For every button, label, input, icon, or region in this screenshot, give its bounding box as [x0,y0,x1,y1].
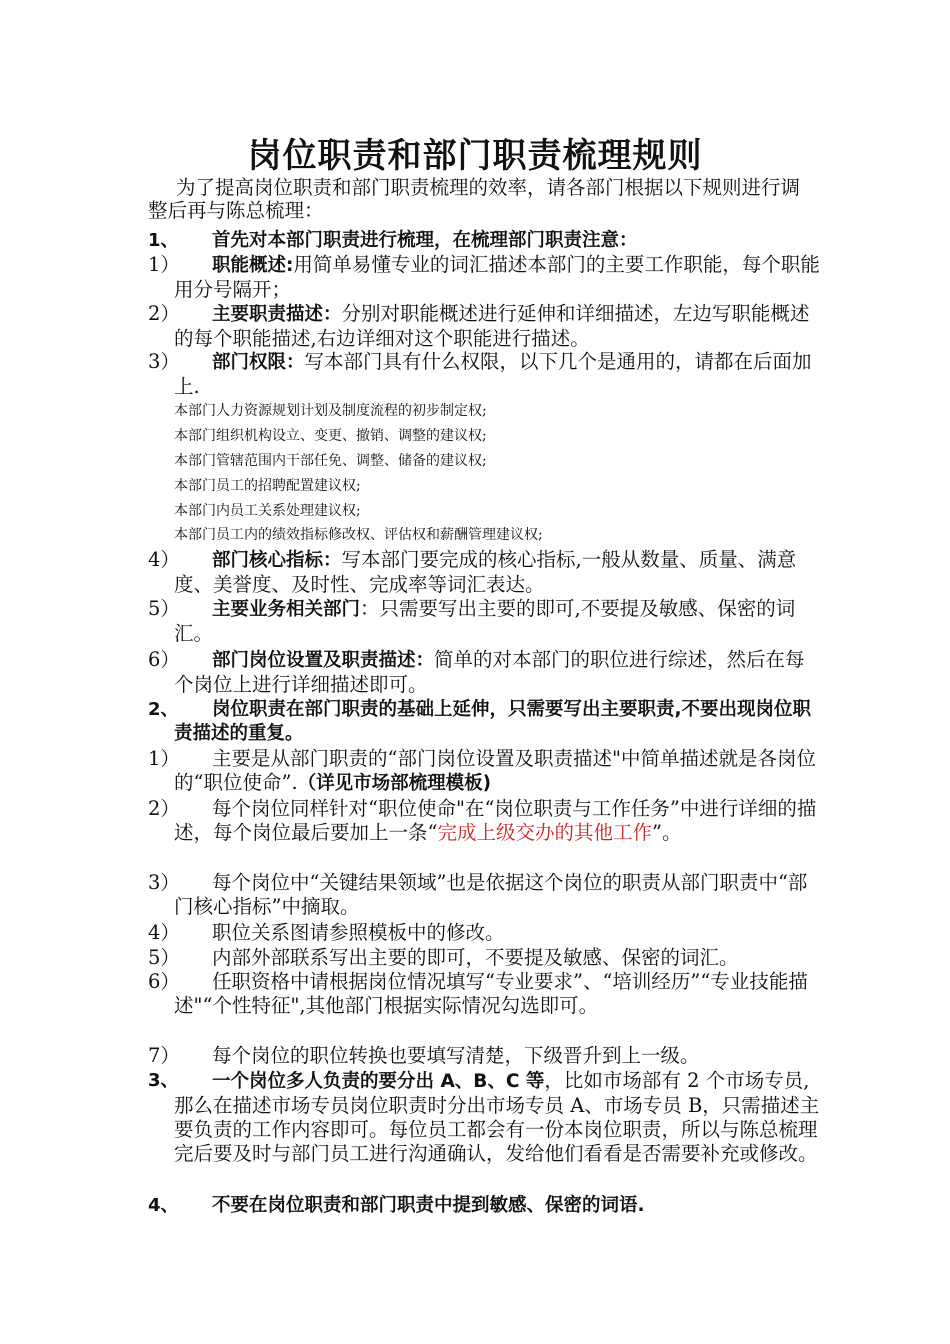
list-item [148,648,820,697]
right-line: 本部门员工内的绩效指标修改权、评估权和薪酬管理建议权; [174,527,543,543]
right-line: 本部门人力资源规划计划及制度流程的初步制定权; [174,403,487,419]
list-item [148,921,820,945]
list-item [148,597,820,646]
item-label: 部门岗位设置及职责描述： [212,650,435,671]
section-2 [148,698,820,746]
item-number: 4） [148,548,180,571]
item-number: 6） [148,970,180,993]
item-number: 2） [148,797,180,820]
list-item [148,302,820,351]
section-number: 2、 [148,699,179,720]
list-item [148,797,820,845]
list-item [148,970,820,1018]
item-number: 1） [148,747,180,770]
list-item [148,871,820,919]
item-number: 2） [148,302,180,325]
right-line: 本部门内员工关系处理建议权; [174,503,361,519]
item-label: 部门权限： [212,352,305,373]
item-label: 部门核心指标： [212,550,342,571]
item-text-tail: ”。 [652,821,682,844]
item-number: 4） [148,921,180,944]
list-item [148,253,820,302]
section-heading: 一个岗位多人负责的要分出 A、B、C 等 [212,1071,545,1092]
item-number: 5） [148,946,180,969]
section-number: 4、 [148,1195,179,1216]
item-text: 任职资格中请根据岗位情况填写“专业要求”、“培训经历”“专业技能描述"“个性特征",其他部门根据实际情况勾选即可。 [174,970,808,1017]
section-heading: 首先对本部门职责进行梳理，在梳理部门职责注意： [212,230,638,251]
right-line: 本部门组织机构设立、变更、撤销、调整的建议权; [174,428,487,444]
highlighted-text: 完成上级交办的其他工作 [437,821,652,844]
item-label: 职能概述: [212,255,294,276]
section-text: ，比如市场部有 2 个市场专员,那么在描述市场专员岗位职责时分出市场专员 A、市场专员 B，只需描述主要负责的工作内容即可。每位员工都会有一份本岗位职责，所以与陈总梳理完后要及时与部门员工进行沟通确认，发给他们看看是否需要补充或修改。 [174,1069,820,1165]
item-text: ：只需要写出主要的即可,不要提及敏感、保密的词汇。 [174,597,796,645]
item-text: 简单的对本部门的职位进行综述，然后在每个岗位上进行详细描述即可。 [174,648,805,696]
list-item [148,548,820,597]
section-4 [148,1194,820,1218]
list-item [148,747,820,796]
right-line: 本部门管辖范围内干部任免、调整、储备的建议权; [174,453,487,469]
item-text: 分别对职能概述进行延伸和详细描述，左边写职能概述的每个职能描述,右边详细对这个职能进行描述。 [174,302,810,350]
item-number: 5） [148,597,180,620]
item-note: （详见市场部梳理模板) [297,773,492,794]
section-1 [148,229,820,253]
right-line: 本部门员工的招聘配置建议权; [174,478,361,494]
section-heading: 岗位职责在部门职责的基础上延伸，只需要写出主要职责,不要出现岗位职责描述的重复。 [174,699,812,744]
item-text: 每个岗位的职位转换也要填写清楚，下级晋升到上一级。 [212,1044,700,1067]
item-text: 写本部门要完成的核心指标,一般从数量、质量、满意度、美誉度、及时性、完成率等词汇表达。 [174,548,797,596]
list-item [148,1044,820,1068]
item-number: 6） [148,648,180,671]
item-number: 3） [148,871,180,894]
intro-paragraph: 为了提高岗位职责和部门职责梳理的效率，请各部门根据以下规则进行调整后再与陈总梳理： [148,176,801,222]
item-text: 职位关系图请参照模板中的修改。 [212,921,505,944]
item-number: 1） [148,253,180,276]
item-number: 7） [148,1044,180,1067]
item-text: 主要是从部门职责的“部门岗位设置及职责描述"中简单描述就是各岗位的“职位使命”. [174,747,816,794]
item-label: 主要业务相关部门 [212,599,361,620]
section-number: 1、 [148,230,179,251]
list-item [148,350,820,399]
item-label: 主要职责描述： [212,304,342,325]
item-text: 用简单易懂专业的词汇描述本部门的主要工作职能，每个职能用分号隔开； [174,253,820,301]
item-number: 3） [148,350,180,373]
item-text: 每个岗位中“关键结果领域”也是依据这个岗位的职责从部门职责中“部门核心指标”中摘取。 [174,871,808,918]
item-text: 写本部门具有什么权限，以下几个是通用的，请都在后面加上. [174,350,812,398]
section-3 [148,1069,820,1166]
section-number: 3、 [148,1070,179,1091]
document-title: 岗位职责和部门职责梳理规则 [247,136,703,176]
list-item [148,946,820,970]
item-text: 每个岗位同样针对“职位使命"在“岗位职责与工作任务”中进行详细的描述，每个岗位最后要加上一条“ [174,797,817,844]
section-heading: 不要在岗位职责和部门职责中提到敏感、保密的词语. [212,1195,645,1216]
item-text: 内部外部联系写出主要的即可，不要提及敏感、保密的词汇。 [212,946,739,969]
